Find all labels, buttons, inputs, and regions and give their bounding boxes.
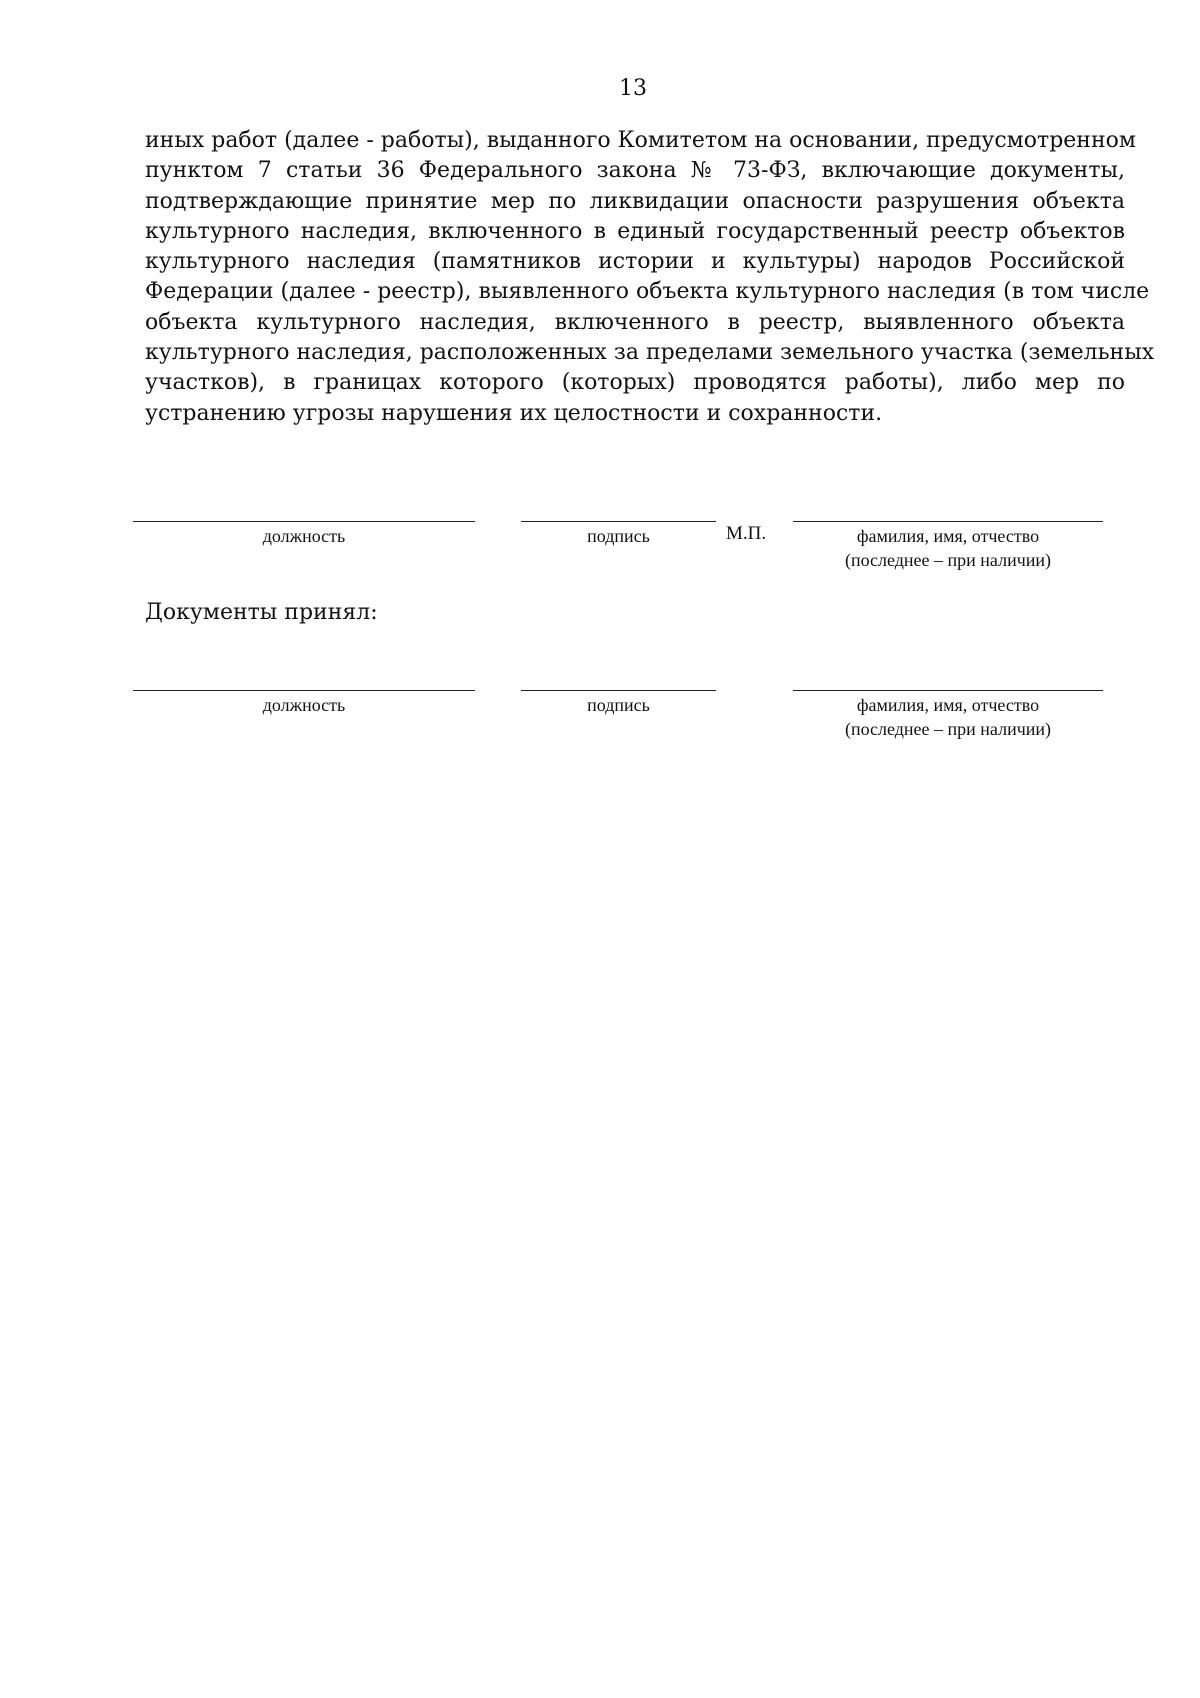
paragraph-line: культурного наследия (памятников истории и культуры) народов Российской — [145, 249, 1125, 275]
paragraph-line: устранению угрозы нарушения их целостности и сохранности. — [145, 400, 883, 426]
name-caption: фамилия, имя, отчество — [856, 695, 1040, 715]
signature-line — [521, 521, 716, 522]
paragraph-line: объекта культурного наследия, включенного в реестр, выявленного объекта — [145, 309, 1125, 335]
paragraph-line: культурного наследия, расположенных за пределами земельного участка (земельных — [145, 340, 1155, 366]
paragraph-line: иных работ (далее - работы), выданного Комитетом на основании, предусмотренном — [145, 128, 1136, 153]
stamp-mark: М.П. — [726, 523, 767, 544]
signature-caption: подпись — [587, 695, 650, 715]
signature-line — [521, 690, 716, 691]
paragraph-line: участков), в границах которого (которых) проводятся работы), либо мер по — [145, 370, 1125, 396]
position-signature-line — [133, 521, 475, 522]
paragraph-line: Федерации (далее - реестр), выявленного объекта культурного наследия (в том числе — [145, 279, 1150, 305]
signature-caption: подпись — [587, 526, 650, 546]
name-signature-line — [793, 521, 1103, 522]
paragraph-line: подтверждающие принятие мер по ликвидации опасности разрушения объекта — [145, 188, 1125, 214]
position-signature-line — [133, 690, 475, 691]
name-caption-note: (последнее – при наличии) — [844, 719, 1052, 739]
position-caption: должность — [262, 695, 346, 715]
page-number: 13 — [619, 76, 647, 101]
paragraph-line: культурного наследия, включенного в единый государственный реестр объектов — [145, 218, 1125, 244]
name-caption-note: (последнее – при наличии) — [844, 550, 1052, 570]
body-paragraph — [145, 126, 1155, 429]
position-caption: должность — [262, 526, 346, 546]
documents-accepted-label: Документы принял: — [145, 600, 378, 625]
name-caption: фамилия, имя, отчество — [856, 526, 1040, 546]
paragraph-line: пунктом 7 статьи 36 Федерального закона № 73-ФЗ, включающие документы, — [145, 158, 1125, 184]
name-signature-line — [793, 690, 1103, 691]
